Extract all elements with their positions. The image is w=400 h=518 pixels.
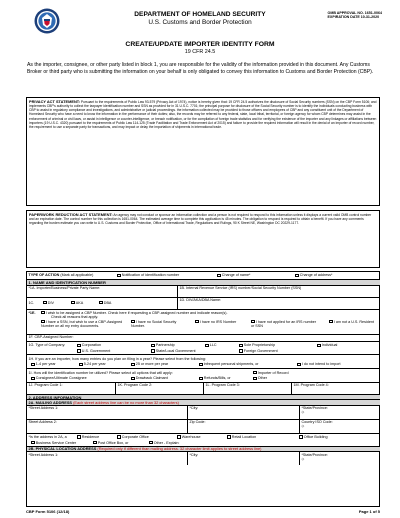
physical-city[interactable]: *City:	[187, 452, 299, 465]
reason-no-ssn[interactable]: I have no Social Security Number.	[131, 319, 177, 328]
form-number: CBP Form 5106 (12/18)	[26, 509, 70, 514]
company-state-local-government[interactable]: State/Local Government	[151, 349, 196, 353]
addr-corporate-office[interactable]: Corporate Office	[117, 435, 149, 439]
checkbox[interactable]	[217, 274, 221, 278]
checkbox[interactable]	[31, 441, 35, 445]
checkbox[interactable]	[295, 274, 299, 278]
use-importer-of-record[interactable]: Importer of Record	[253, 371, 289, 375]
agency-name: DEPARTMENT OF HOMELAND SECURITY	[134, 11, 266, 18]
checkbox[interactable]	[131, 363, 135, 367]
checkbox[interactable]	[199, 377, 203, 381]
paperwork-heading: PAPERWORK REDUCTION ACT STATEMENT:	[29, 211, 113, 217]
field-1j[interactable]: 1J. Program Code 1:	[28, 383, 63, 388]
section-1-heading: 1. NAME AND IDENTIFICATION NUMBER	[27, 279, 380, 285]
physical-state-dropdown-icon[interactable]: ◇	[301, 456, 305, 461]
addr-warehouse[interactable]: Warehouse	[177, 435, 201, 439]
field-1b[interactable]: 1B. Internal Revenue Service (IRS) number/Social Security Number (SSN)	[177, 286, 380, 297]
checkbox[interactable]	[251, 320, 255, 324]
row-mailing-street1	[27, 405, 380, 419]
field-1i-label: 1I. How will the identification number be utilized? Please select all options that will apply:	[28, 370, 173, 375]
addr-retail-location[interactable]: Retail Location	[227, 435, 256, 439]
entries-infrequent[interactable]: infrequent personal shipments, or	[199, 362, 259, 366]
field-1c	[27, 298, 177, 309]
type-of-action-row	[27, 272, 380, 279]
field-1e-subtext: Check all reasons that apply.	[51, 315, 99, 319]
company-sole-proprietorship[interactable]: Sole Proprietorship	[239, 343, 275, 347]
paperwork-box	[26, 210, 380, 268]
checkbox[interactable]	[149, 441, 153, 445]
checkbox[interactable]	[195, 320, 199, 324]
checkbox[interactable]	[77, 435, 81, 439]
company-us-government[interactable]: U.S. Government	[77, 349, 110, 353]
company-llc[interactable]: LLC	[205, 343, 217, 347]
address-type-label: *Is the address in 2A, a	[28, 435, 67, 439]
checkbox[interactable]	[239, 349, 243, 353]
addr-residence[interactable]: Residence	[77, 435, 99, 439]
mailing-zip[interactable]: Zip Code:	[187, 420, 299, 433]
action-change-address[interactable]: Change of address*	[295, 273, 332, 277]
row-address-type	[27, 433, 380, 446]
mailing-city[interactable]: *City:	[187, 406, 299, 419]
checkbox[interactable]	[41, 311, 45, 315]
entries-5-24[interactable]: 5-24 per year	[79, 362, 106, 366]
row-1f	[27, 334, 380, 341]
addr-office-building[interactable]: Office Building	[299, 435, 328, 439]
entries-1-4[interactable]: 1-4 per year	[31, 362, 56, 366]
row-1a-1b	[27, 285, 380, 297]
checkbox[interactable]	[117, 435, 121, 439]
use-refunds-bills[interactable]: Refunds/Bills, or	[199, 376, 231, 380]
page-number: Page 1 of 5	[358, 509, 380, 514]
option-request-cbp-number[interactable]: I wish to be assigned a CBP Number. Check here if requesting a CBP-assigned number and indicate reason(s).	[41, 311, 228, 315]
option-div[interactable]: DIV	[43, 301, 54, 305]
field-1c-label: 1C.	[28, 300, 35, 305]
checkbox[interactable]	[117, 274, 121, 278]
row-1h	[27, 354, 380, 368]
checkbox[interactable]	[131, 320, 135, 324]
type-of-action-label: TYPE OF ACTION	[28, 273, 60, 278]
checkbox[interactable]	[205, 344, 209, 348]
field-1a[interactable]: *1A. Importer/Business/Private Party Name:	[28, 286, 101, 291]
form-cfr: 19 CFR 24.5	[184, 49, 216, 55]
row-program-codes	[27, 382, 380, 394]
privacy-text: Pursuant to the requirements of Public Law 93-579 (Privacy Act of 1974), notice is hereby given that: 19 CFR 24.5 authorizes the disclosure of Social Security numbers (SSN) on the CBP Form 5106; and implements CBP's authority to collect the taxpayer identification number and SSN as provided for in 31 U.S.C. 7701; the principal purpose for disclosure of the Social Security number is to identify the individuals conducting business with CBP to assist in regulatory compliance and investigations, and administrative or judicial proceedings. the information collected may be provided to those officers and employees of CBP and any constituent unit of the Department of Homeland Security who have a need to know the information in the performance of their duties; also, the records may be referred to any federal, state, local tribal, territorial, or foreign agency for whom CBP determines may assist in the enforcement of criminal or civil laws, or assist in intelligence or counter-intelligence, or breach notification, or for the compilation of foreign trade statistics and for verifying the existence of the importer and any linkages or affiliations between importers (19 U.S.C. 4320) pursuant to the requirements of Public Law 114-125 (Trade Facilitation and Trade Enforcement Act of 2015) and failure to provide the required information will result in the denial of an importer of record number, the requirement to use a separate party for transactions, and may impact or delay the importation of shipments in international trade.	[29, 99, 377, 130]
checkbox[interactable]	[317, 344, 321, 348]
reason-not-applied[interactable]: I have not applied for an IRS number or SSN	[251, 319, 317, 328]
checkbox[interactable]	[31, 377, 35, 381]
use-drawback[interactable]: Drawback Claimant	[131, 376, 168, 380]
checkbox[interactable]	[99, 301, 103, 305]
sub-agency-name: U.S. Customs and Border Protection	[148, 19, 252, 26]
use-consignee[interactable]: Consignee/Ultimate Consignee	[31, 376, 87, 380]
use-other[interactable]: Other	[253, 376, 267, 380]
field-1l[interactable]: 1L. Program Code 3:	[203, 383, 291, 394]
addr-business-service-center[interactable]: Business Service Center	[31, 441, 76, 445]
action-notification[interactable]: Notification of identification number	[117, 273, 179, 277]
checkbox[interactable]	[227, 435, 231, 439]
checkbox[interactable]	[239, 344, 243, 348]
checkbox[interactable]	[151, 349, 155, 353]
field-1e-label: *1E.	[28, 310, 36, 315]
privacy-act-box	[26, 97, 380, 206]
field-1k[interactable]: 1K. Program Code 2:	[115, 383, 203, 394]
checkbox[interactable]	[41, 320, 45, 324]
company-foreign-government[interactable]: Foreign Government	[239, 349, 278, 353]
intro-paragraph: As the importer, consignee, or other party listed in block 1, you are responsible for the validity of the information provided in this document. Any Customs Broker or third party who is submitting the information on your behalf is only obligated to convey this information to Customs and Border Protection (CBP).	[27, 62, 374, 75]
physical-street-1[interactable]: *Street Address 1:	[28, 452, 59, 457]
action-change-name[interactable]: Change of name*	[217, 273, 250, 277]
field-1f[interactable]: 1F. CBP-Assigned Number:	[28, 335, 74, 340]
row-1i	[27, 368, 380, 382]
checkbox[interactable]	[79, 363, 83, 367]
reason-ssn-cbp[interactable]: I have a SSN, but wish to use a CBP-Assigned Number on all my entry documents.	[41, 319, 123, 328]
company-individual[interactable]: Individual	[317, 343, 337, 347]
mailing-address-label: 2A. MAILING ADDRESS	[28, 399, 73, 405]
checkbox[interactable]	[93, 441, 97, 445]
row-mailing-street2	[27, 419, 380, 433]
addr-po-box[interactable]: Post Office Box, or	[93, 441, 128, 445]
field-1d[interactable]: 1D. DIV/AKA/DBA Name:	[177, 298, 380, 309]
option-aka[interactable]: AKA	[71, 301, 83, 305]
row-physical-street1	[27, 451, 380, 465]
checkbox[interactable]	[151, 344, 155, 348]
state-dropdown-icon[interactable]: ◇	[301, 410, 305, 415]
mailing-street-1[interactable]: *Street Address 1:	[28, 406, 59, 411]
mailing-state[interactable]: *State/Province: ◇	[299, 406, 380, 419]
physical-state[interactable]: *State/Province: ◇	[299, 452, 380, 465]
reason-no-irs[interactable]: I have no IRS Number	[195, 320, 239, 324]
row-1g	[27, 341, 380, 354]
omb-expiration: EXPIRATION DATE 10-31-2020	[327, 15, 380, 20]
paperwork-text: An agency may not conduct or sponsor an information collection and a person is not required to respond to this information unless it displays a current valid OMB control number and an expiration date. The control number for this collection is 1651-0064. The estimated average time to complete this application is 45 minutes. The obligation to respond is required to obtain a benefit. If you have any comments regarding the burden estimate you can write to U.S. Customs and Border Protection, Office of International Trade, Regulations and Rulings, 90 K Street NE, Washington DC 20229-1177.	[29, 212, 372, 226]
company-corporation[interactable]: Corporation	[77, 343, 101, 347]
entries-25-plus[interactable]: 25 or more per year	[131, 362, 168, 366]
row-1c-1d	[27, 297, 380, 309]
checkbox[interactable]	[77, 349, 81, 353]
checkbox[interactable]	[199, 363, 203, 367]
field-1m[interactable]: 1M. Program Code 4:	[291, 383, 380, 394]
field-1h-label: 1H. If you are an importer, how many entries do you plan on filing in a year? Please select from the following:	[28, 356, 207, 361]
country-dropdown-icon[interactable]: ◇	[301, 424, 305, 429]
privacy-heading: PRIVACY ACT STATEMENT:	[29, 98, 81, 104]
row-1e	[27, 309, 380, 334]
omb-block	[328, 11, 382, 20]
company-partnership[interactable]: Partnership	[151, 343, 175, 347]
checkbox[interactable]	[71, 301, 75, 305]
checkbox[interactable]	[43, 301, 47, 305]
type-of-action-note: (Mark all applicable)	[59, 273, 94, 278]
omb-approval: OMB APPROVAL NO. 1651-0064	[327, 11, 382, 15]
addr-other[interactable]: Other - Explain:	[149, 441, 179, 445]
mailing-country[interactable]: Country ISO Code: ◇	[299, 420, 380, 433]
checkbox[interactable]	[177, 435, 181, 439]
section-2-heading: 2. ADDRESS INFORMATION	[27, 394, 380, 400]
checkbox[interactable]	[253, 371, 257, 375]
checkbox[interactable]	[131, 377, 135, 381]
mailing-street-2[interactable]: Street Address 2:	[28, 420, 57, 425]
checkbox[interactable]	[77, 344, 81, 348]
checkbox[interactable]	[329, 320, 333, 324]
physical-address-label: 2B. PHYSICAL LOCATION ADDRESS	[28, 446, 97, 452]
form-title: CREATE/UPDATE IMPORTER IDENTITY FORM	[125, 41, 275, 48]
checkbox[interactable]	[253, 377, 257, 381]
reason-not-resident[interactable]: I am not a U.S. Resident	[329, 320, 377, 324]
checkbox[interactable]	[31, 363, 35, 367]
entries-none[interactable]: I do not intend to import	[297, 362, 341, 366]
mailing-address-note: (Each street address line can be no more than 32 characters)	[72, 399, 179, 405]
option-dba[interactable]: DBA	[99, 301, 111, 305]
checkbox[interactable]	[297, 363, 301, 367]
field-1g-label: 1G. Type of Company:	[28, 343, 66, 348]
identity-form	[26, 271, 380, 507]
checkbox[interactable]	[299, 435, 303, 439]
physical-address-note: (Required only if different than mailing address. 32 character limit applies to street address line)	[96, 446, 262, 452]
